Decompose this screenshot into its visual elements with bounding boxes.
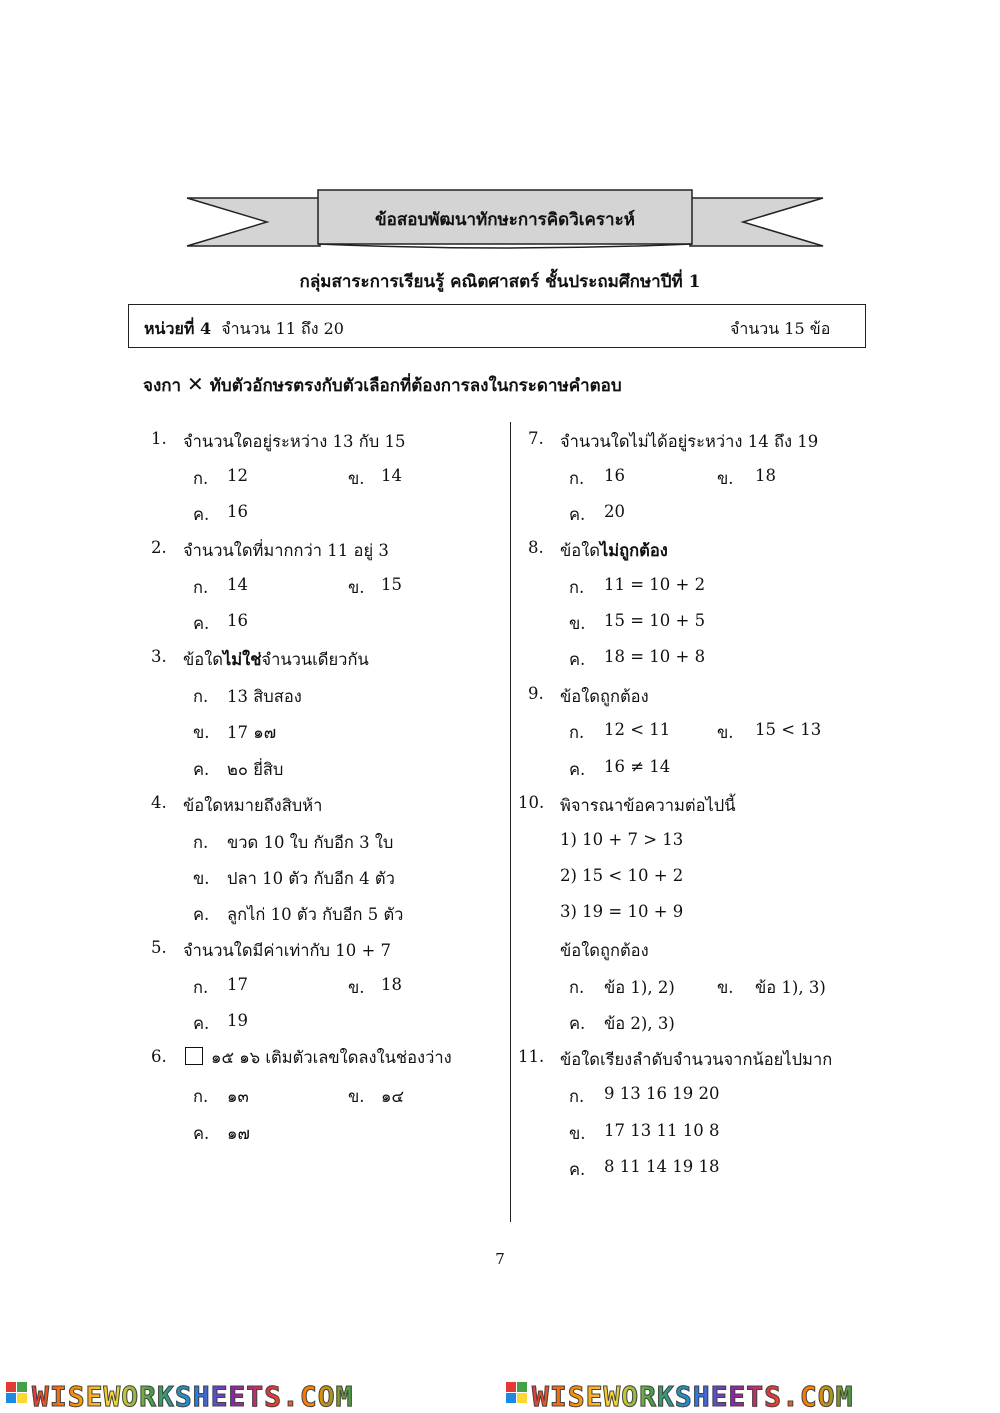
watermark [32,1380,353,1413]
option-label: ค. [193,1124,210,1143]
option-label: ก. [193,978,209,997]
option-b[interactable]: 15 = 10 + 5 [604,611,706,630]
option-label: ข. [569,1124,586,1143]
statement-1: 1) 10 + 7 > 13 [560,830,684,849]
option-c[interactable]: ข้อ 2), 3) [604,1014,675,1033]
instruction-prefix: จงกา [143,376,182,396]
question-text: ข้อใดเรียงลำดับจำนวนจากน้อยไปมาก [560,1050,833,1069]
question-text: ข้อใดหมายถึงสิบห้า [183,796,323,815]
unit-info [144,317,344,342]
option-c[interactable]: 16 [227,502,248,521]
cross-icon: ✕ [187,372,204,396]
option-label: ก. [569,1087,585,1106]
unit-name: จำนวน 11 ถึง 20 [221,319,344,338]
option-label: ข. [348,578,365,597]
option-label: ข. [348,1087,365,1106]
option-label: ข. [717,469,734,488]
option-a[interactable]: 13 สิบสอง [227,687,302,706]
option-a[interactable]: 11 = 10 + 2 [604,575,706,594]
option-label: ก. [193,833,209,852]
option-b[interactable]: 18 [381,975,402,994]
option-a[interactable]: ๑๓ [227,1087,249,1106]
option-b[interactable]: 18 [755,466,776,485]
option-c[interactable]: 18 = 10 + 8 [604,647,706,666]
question-number: 6. [151,1047,167,1066]
option-c[interactable]: 8 11 14 19 18 [604,1157,720,1176]
option-b[interactable]: ๑๔ [381,1087,404,1106]
question-text-body: ๑๕ ๑๖ เติมตัวเลขใดลงในช่องว่าง [211,1048,452,1067]
option-b[interactable]: 15 [381,575,402,594]
option-b[interactable]: 15 < 13 [755,720,822,739]
question-text [185,1045,452,1071]
option-label: ข. [569,614,586,633]
question-text-pre: ข้อใด [183,650,223,669]
question-text-pre: ข้อใด [560,541,600,560]
question-number: 9. [528,684,544,703]
watermark [532,1380,853,1413]
option-label: ค. [193,905,210,924]
option-label: ค. [193,505,210,524]
option-label: ก. [569,723,585,742]
option-label: ค. [569,505,586,524]
option-c[interactable]: ๒๐ ยี่สิบ [227,760,284,779]
option-a[interactable]: 16 [604,466,625,485]
question-count: จำนวน 15 ข้อ [730,319,831,338]
option-label: ก. [193,469,209,488]
option-label: ก. [569,469,585,488]
option-label: ข. [348,469,365,488]
exam-title: ข้อสอบพัฒนาทักษะการคิดวิเคราะห์ [375,209,635,230]
instruction-text: ทับตัวอักษรตรงกับตัวเลือกที่ต้องการลงในกระดาษคำตอบ [209,376,622,396]
watermark-text: WISEWORKSHEETS.COM [532,1380,854,1413]
option-label: ข. [193,869,210,888]
question-text: พิจารณาข้อความต่อไปนี้ [560,796,736,815]
question-text-emphasis: ไม่ใช่ [222,650,262,669]
option-label: ค. [193,760,210,779]
question-text: จำนวนใดไม่ได้อยู่ระหว่าง 14 ถึง 19 [560,432,819,451]
question-number: 5. [151,938,167,957]
option-a[interactable]: 12 < 11 [604,720,671,739]
option-label: ค. [569,1014,586,1033]
unit-label: หน่วยที่ 4 [144,319,212,338]
option-label: ค. [569,1160,586,1179]
option-b[interactable]: 17 13 11 10 8 [604,1121,720,1140]
option-c[interactable]: 19 [227,1011,248,1030]
option-c[interactable]: 16 [227,611,248,630]
option-label: ก. [569,978,585,997]
option-c[interactable]: 16 ≠ 14 [604,757,671,776]
option-c[interactable]: ๑๗ [227,1124,250,1143]
option-b[interactable]: 14 [381,466,402,485]
column-divider [510,422,511,1222]
question-text [560,538,668,564]
option-a[interactable]: ข้อ 1), 2) [604,978,675,997]
question-text: จำนวนใดอยู่ระหว่าง 13 กับ 15 [183,432,406,451]
question-number: 11. [518,1047,545,1066]
question-number: 8. [528,538,544,557]
option-b[interactable]: ปลา 10 ตัว กับอีก 4 ตัว [227,869,395,888]
blank-square-icon [185,1047,203,1065]
question-text [183,647,369,673]
watermark-text: WISEWORKSHEETS.COM [32,1380,354,1413]
question-number: 4. [151,793,167,812]
option-b[interactable]: 17 ๑๗ [227,723,277,742]
page-number: 7 [495,1250,505,1268]
option-label: ก. [193,578,209,597]
option-label: ก. [569,578,585,597]
question-ask: ข้อใดถูกต้อง [560,941,649,960]
option-a[interactable]: 14 [227,575,248,594]
option-a[interactable]: 9 13 16 19 20 [604,1084,720,1103]
option-label: ก. [193,687,209,706]
option-label: ค. [193,614,210,633]
option-label: ค. [193,1014,210,1033]
option-label: ค. [569,650,586,669]
question-number: 1. [151,429,167,448]
statement-3: 3) 19 = 10 + 9 [560,902,684,921]
option-label: ค. [569,760,586,779]
statement-2: 2) 15 < 10 + 2 [560,866,684,885]
option-a[interactable]: ขวด 10 ใบ กับอีก 3 ใบ [227,833,394,852]
question-number: 10. [518,793,545,812]
option-label: ข. [717,978,734,997]
option-label: ข. [348,978,365,997]
question-text: จำนวนใดมีค่าเท่ากับ 10 + 7 [183,941,392,960]
question-text: จำนวนใดที่มากกว่า 11 อยู่ 3 [183,541,389,560]
option-c[interactable]: ลูกไก่ 10 ตัว กับอีก 5 ตัว [227,905,404,924]
subject-line: กลุ่มสาระการเรียนรู้ คณิตศาสตร์ ชั้นประถมศึกษาปีที่ 1 [299,272,701,292]
question-text-emphasis: ไม่ถูกต้อง [599,541,668,560]
question-text: ข้อใดถูกต้อง [560,687,649,706]
instruction [143,372,622,399]
question-number: 7. [528,429,544,448]
logo-icon [506,1382,528,1404]
option-a[interactable]: 17 [227,975,248,994]
option-label: ก. [193,1087,209,1106]
option-label: ข. [193,723,210,742]
option-a[interactable]: 12 [227,466,248,485]
logo-icon [6,1382,28,1404]
question-number: 3. [151,647,167,666]
option-label: ข. [717,723,734,742]
option-b[interactable]: ข้อ 1), 3) [755,978,826,997]
option-c[interactable]: 20 [604,502,625,521]
question-number: 2. [151,538,167,557]
question-text-post: จำนวนเดียวกัน [261,650,369,669]
